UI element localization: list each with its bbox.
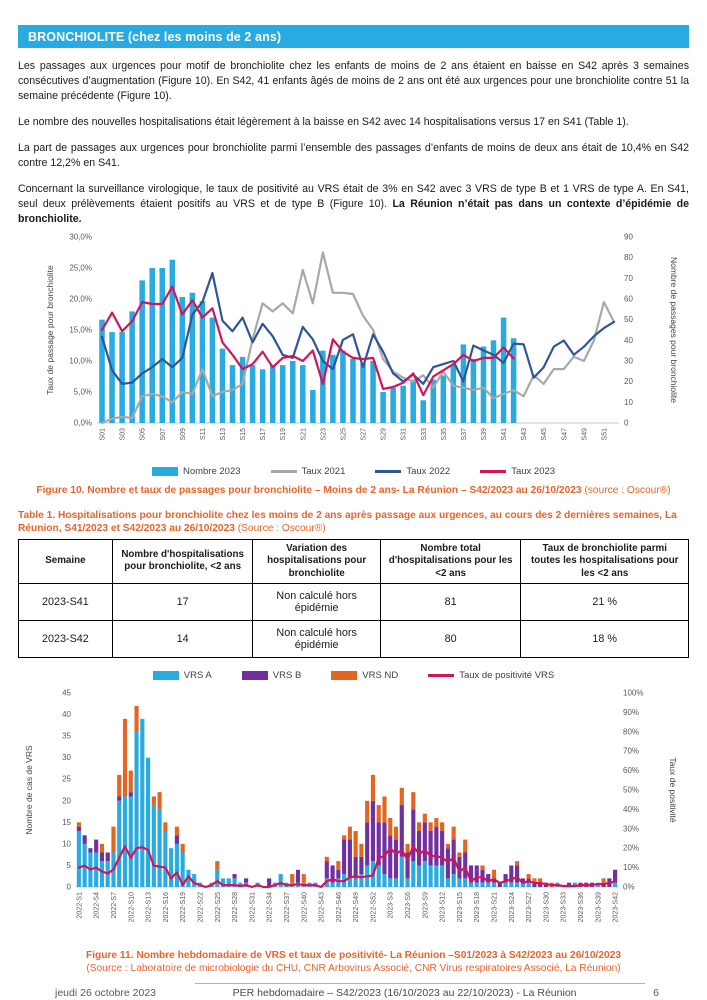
svg-text:70%: 70%: [622, 746, 639, 756]
svg-text:2023-S24: 2023-S24: [508, 891, 516, 923]
svg-text:30%: 30%: [622, 824, 639, 834]
table1-cell: 80: [380, 620, 521, 657]
svg-text:60%: 60%: [622, 765, 639, 775]
svg-text:S37: S37: [460, 428, 468, 441]
svg-text:S35: S35: [440, 428, 448, 441]
figure10-caption-source: (source : Oscour®): [584, 485, 671, 497]
paragraph-part-passages: La part de passages aux urgences pour bronchiolite parmi l’ensemble des passages d’enfants de moins de deux ans était de 10,4% en S42 contre 12,2% en S41.: [18, 142, 689, 170]
svg-text:S45: S45: [540, 428, 548, 441]
svg-text:10,0%: 10,0%: [68, 356, 92, 366]
svg-text:S23: S23: [319, 428, 327, 441]
table1-row: [19, 620, 689, 657]
svg-text:S19: S19: [279, 428, 287, 441]
svg-text:2022-S13: 2022-S13: [145, 891, 153, 923]
table1-cell: Non calculé hors épidémie: [253, 583, 380, 620]
legend-swatch-bar: [153, 671, 179, 680]
table1-cell: 18 %: [521, 620, 689, 657]
virologie-text: Concernant la surveillance virologique, le taux de positivité au VRS était de 3% en S42 avec 3 VRS de type B et 1 VRS de type A. En S41, seul deux prélèvements étaient positifs au VRS et de type B (Figure 10).: [18, 183, 689, 211]
table1-body: [19, 583, 689, 657]
svg-text:40: 40: [623, 336, 633, 346]
svg-text:2023-S27: 2023-S27: [525, 891, 533, 923]
figure10-caption: [18, 484, 689, 497]
svg-text:15,0%: 15,0%: [68, 325, 92, 335]
legend-label: VRS B: [272, 669, 302, 681]
svg-text:S39: S39: [480, 428, 488, 441]
svg-text:20,0%: 20,0%: [68, 294, 92, 304]
section-header: [18, 25, 689, 48]
svg-text:0: 0: [66, 882, 71, 892]
svg-text:S01: S01: [99, 428, 107, 441]
legend-label: Nombre 2023: [182, 466, 241, 478]
svg-text:2022-S4: 2022-S4: [93, 891, 101, 919]
svg-text:0%: 0%: [622, 882, 635, 892]
svg-text:40: 40: [61, 709, 71, 719]
svg-text:2023-S6: 2023-S6: [404, 891, 412, 919]
svg-text:2023-S15: 2023-S15: [456, 891, 464, 923]
svg-text:2022-S16: 2022-S16: [162, 891, 170, 923]
footer-page-number: 6: [653, 987, 659, 1000]
svg-text:20: 20: [61, 796, 71, 806]
page-content: [0, 25, 707, 975]
table1-title-source: (Source : Oscour®): [237, 522, 326, 534]
figure10-caption-text: Figure 10. Nombre et taux de passages pour bronchiolite – Moins de 2 ans- La Réunion – S42/2023 au 26/10/2023: [36, 485, 585, 497]
svg-text:Nombre de passages pour bronch: Nombre de passages pour bronchiolite: [668, 257, 679, 404]
svg-text:2022-S49: 2022-S49: [352, 891, 360, 923]
svg-text:S21: S21: [299, 428, 307, 441]
paragraph-virologie: [18, 182, 689, 227]
legend-item-taux-de-positivit-vrs: [428, 670, 554, 681]
svg-text:S25: S25: [339, 428, 347, 441]
figure10-chart: [23, 231, 685, 459]
figure11-wrapper: [18, 685, 689, 942]
svg-text:S51: S51: [600, 428, 608, 441]
table1-cell: 21 %: [521, 583, 689, 620]
svg-text:50%: 50%: [622, 785, 639, 795]
figure11-caption: [18, 949, 689, 976]
svg-text:2023-S18: 2023-S18: [473, 891, 481, 923]
svg-text:S09: S09: [179, 428, 187, 441]
svg-text:2023-S36: 2023-S36: [577, 891, 585, 923]
svg-text:2022-S7: 2022-S7: [110, 891, 118, 919]
svg-text:2022-S46: 2022-S46: [335, 891, 343, 923]
svg-text:90%: 90%: [622, 707, 639, 717]
table1-col-header: Nombre d'hospitalisations pour bronchiolite, <2 ans: [112, 540, 253, 584]
svg-text:2023-S30: 2023-S30: [542, 891, 550, 923]
svg-text:2023-S39: 2023-S39: [594, 891, 602, 923]
svg-text:25: 25: [61, 774, 71, 784]
table1-header-row: [19, 540, 689, 584]
svg-text:30,0%: 30,0%: [68, 232, 92, 242]
legend-label: Taux 2023: [511, 466, 556, 478]
svg-text:S47: S47: [560, 428, 568, 441]
paragraph-passages: Les passages aux urgences pour motif de bronchiolite chez les enfants de moins de 2 ans étaient en baisse en S42 après 3 semaines consécutives d’augmentation (Figure 10). En S42, 41 enfants âgés de moins de 2 ans ont été aux urgences pour une bronchiolite contre 51 la semaine précédente (Figure 10).: [18, 60, 689, 103]
legend-item-taux-2023: [480, 466, 555, 477]
legend-item-vrs-nd: [331, 670, 398, 681]
table1-head: [19, 540, 689, 584]
legend-swatch-bar: [152, 467, 178, 476]
legend-label: VRS A: [183, 669, 212, 681]
svg-text:80: 80: [623, 253, 633, 263]
svg-text:2022-S37: 2022-S37: [283, 891, 291, 923]
svg-text:2023-S33: 2023-S33: [560, 891, 568, 923]
svg-text:5,0%: 5,0%: [73, 387, 92, 397]
svg-text:S43: S43: [520, 428, 528, 441]
svg-text:25,0%: 25,0%: [68, 263, 92, 273]
table1-cell: Non calculé hors épidémie: [253, 620, 380, 657]
svg-text:2023-S3: 2023-S3: [387, 891, 395, 919]
svg-text:10: 10: [61, 839, 71, 849]
svg-text:2023-S42: 2023-S42: [612, 891, 620, 923]
svg-text:20: 20: [623, 377, 633, 387]
svg-text:2022-S25: 2022-S25: [214, 891, 222, 923]
svg-text:S31: S31: [400, 428, 408, 441]
svg-text:5: 5: [66, 860, 71, 870]
figure10-wrapper: [18, 231, 689, 477]
svg-text:Taux de passage pour bronchiol: Taux de passage pour bronchiolite: [44, 265, 55, 396]
legend-item-vrs-b: [242, 670, 302, 681]
svg-text:S49: S49: [580, 428, 588, 441]
svg-text:S41: S41: [500, 428, 508, 441]
svg-text:90: 90: [623, 232, 633, 242]
svg-text:2022-S40: 2022-S40: [300, 891, 308, 923]
table1-col-header: Variation des hospitalisations pour bronchiolite: [253, 540, 380, 584]
svg-text:2023-S21: 2023-S21: [491, 891, 499, 923]
svg-text:S05: S05: [139, 428, 147, 441]
legend-swatch-line: [428, 674, 454, 677]
svg-text:2022-S22: 2022-S22: [196, 891, 204, 923]
svg-text:35: 35: [61, 731, 71, 741]
svg-text:S29: S29: [380, 428, 388, 441]
table1-cell: 2023-S42: [19, 620, 113, 657]
table1-col-header: Taux de bronchiolite parmi toutes les hospitalisations pour les <2 ans: [521, 540, 689, 584]
svg-text:40%: 40%: [622, 804, 639, 814]
svg-text:80%: 80%: [622, 727, 639, 737]
svg-text:2022-S28: 2022-S28: [231, 891, 239, 923]
svg-text:50: 50: [623, 315, 633, 325]
svg-text:2022-S31: 2022-S31: [248, 891, 256, 923]
svg-text:45: 45: [61, 688, 71, 698]
paragraph-hospitalisations: Le nombre des nouvelles hospitalisations était légèrement à la baisse en S42 avec 14 hospitalisations versus 17 en S41 (Table 1).: [18, 116, 629, 129]
legend-swatch-bar: [242, 671, 268, 680]
figure11-legend: [18, 670, 689, 681]
table1-title-text: Table 1. Hospitalisations pour bronchiolite chez les moins de 2 ans après passage aux urgences, au cours des 2 dernières semaines, La Réunion, S41/2023 et S42/2023 au 26/10/2023: [18, 509, 677, 534]
svg-text:20%: 20%: [622, 843, 639, 853]
svg-text:S27: S27: [360, 428, 368, 441]
svg-text:2023-S9: 2023-S9: [421, 891, 429, 919]
legend-label: Taux 2021: [301, 466, 346, 478]
legend-item-taux-2021: [271, 466, 346, 477]
legend-item-vrs-a: [153, 670, 212, 681]
svg-text:2022-S1: 2022-S1: [75, 891, 83, 919]
legend-swatch-bar: [331, 671, 357, 680]
legend-swatch-line: [271, 470, 297, 473]
legend-label: Taux 2022: [406, 466, 451, 478]
table1-cell: 81: [380, 583, 521, 620]
svg-text:70: 70: [623, 274, 633, 284]
svg-text:Nombre de cas de VRS: Nombre de cas de VRS: [23, 745, 34, 835]
svg-text:Taux de positivité: Taux de positivité: [667, 757, 678, 823]
table1-cell: 17: [112, 583, 253, 620]
svg-text:10: 10: [623, 398, 633, 408]
svg-text:0: 0: [623, 418, 628, 428]
footer-report-title: PER hebdomadaire – S42/2023 (16/10/2023 au 22/10/2023) - La Réunion: [232, 987, 577, 1000]
svg-text:2022-S19: 2022-S19: [179, 891, 187, 923]
svg-text:S07: S07: [159, 428, 167, 441]
legend-item-taux-2022: [375, 466, 450, 477]
virologie-bold-text: La Réunion n’était pas dans un contexte d’épidémie de bronchiolite.: [18, 198, 690, 226]
svg-text:S03: S03: [119, 428, 127, 441]
figure10-legend: [18, 466, 689, 477]
legend-swatch-line: [480, 470, 506, 473]
table1-cell: 14: [112, 620, 253, 657]
svg-text:S17: S17: [259, 428, 267, 441]
svg-text:2022-S43: 2022-S43: [318, 891, 326, 923]
svg-text:0,0%: 0,0%: [73, 418, 92, 428]
figure11-caption-source: (Source : Laboratoire de microbiologie du CHU, CNR Arbovirus Associé, CNR Virus respiratoires Associé, La Réunion): [86, 962, 621, 974]
svg-text:2022-S34: 2022-S34: [266, 891, 274, 923]
svg-text:2023-S12: 2023-S12: [439, 891, 447, 923]
table1-col-header: Nombre total d'hospitalisations pour les <2 ans: [380, 540, 521, 584]
legend-label: VRS ND: [362, 669, 399, 681]
table1-cell: 2023-S41: [19, 583, 113, 620]
svg-text:S11: S11: [199, 428, 207, 441]
table1-row: [19, 583, 689, 620]
footer-date: jeudi 26 octobre 2023: [55, 987, 156, 1000]
legend-label: Taux de positivité VRS: [459, 669, 555, 681]
svg-text:30: 30: [623, 356, 633, 366]
figure11-chart: [20, 685, 688, 937]
section-title: BRONCHIOLITE (chez les moins de 2 ans): [28, 30, 282, 44]
footer-divider: [195, 983, 645, 984]
table1-title: [18, 509, 689, 536]
svg-text:S15: S15: [239, 428, 247, 441]
svg-text:2022-S52: 2022-S52: [369, 891, 377, 923]
figure11-caption-text: Figure 11. Nombre hebdomadaire de VRS et taux de positivité- La Réunion –S01/2023 à S42/2023 au 26/10/2023: [85, 949, 622, 961]
table1-col-header: Semaine: [19, 540, 113, 584]
svg-text:S13: S13: [219, 428, 227, 441]
svg-text:30: 30: [61, 752, 71, 762]
svg-text:15: 15: [61, 817, 71, 827]
page-footer: [0, 981, 707, 999]
svg-text:100%: 100%: [622, 688, 643, 698]
hospitalisations-table: [18, 539, 689, 658]
svg-text:60: 60: [623, 294, 633, 304]
svg-text:2022-S10: 2022-S10: [127, 891, 135, 923]
svg-text:S33: S33: [420, 428, 428, 441]
legend-swatch-line: [375, 470, 401, 473]
legend-item-nombre-2023: [152, 466, 241, 477]
svg-text:10%: 10%: [622, 862, 639, 872]
